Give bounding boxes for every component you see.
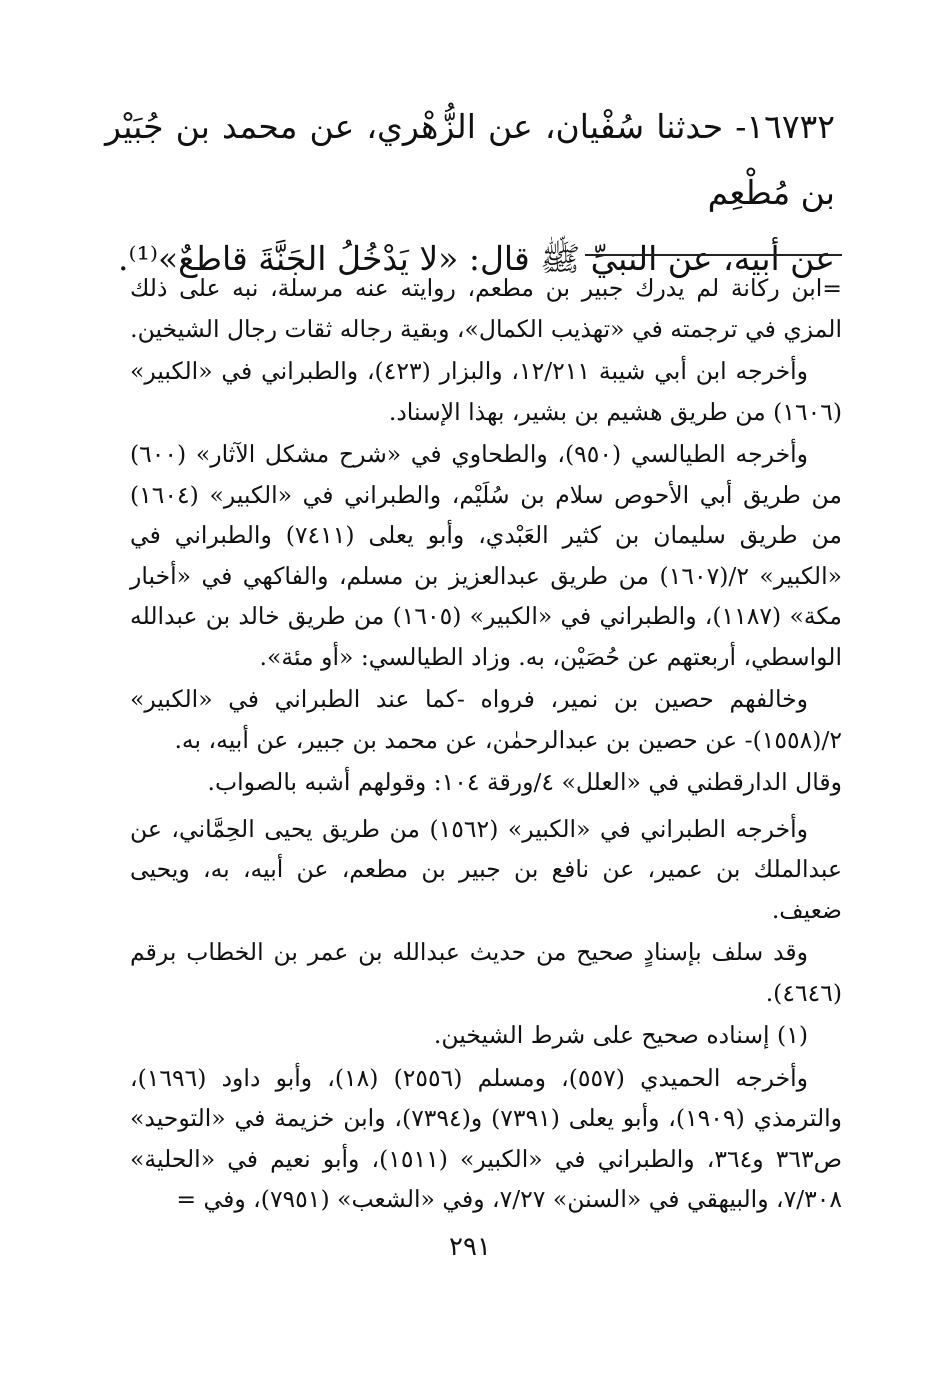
footnote-paragraph: وأخرجه ابن أبي شيبة ١٢/٢١١، والبزار (٤٢٣)، والطبراني في «الكبير» (١٦٠٦) من طريق هشيم بن بشير، بهذا الإسناد.: [130, 357, 842, 426]
hadith-line-1: ١٦٧٣٢- حدثنا سُفْيان، عن الزُّهْري، عن محمد بن جُبَيْر بن مُطْعِم: [105, 107, 835, 212]
footnote-paragraph: وخالفهم حصين بن نمير، فرواه -كما عند الطبراني في «الكبير» ٢/(١٥٥٨)- عن حصين بن عبدالرحمٰن، عن محمد بن جبير، عن أبيه، به.: [130, 685, 842, 754]
footnote-paragraph: (١) إسناده صحيح على شرط الشيخين.: [433, 1021, 808, 1049]
footnote-paragraph: وقال الدارقطني في «العلل» ٤/ورقة ١٠٤: وقولهم أشبه بالصواب.: [207, 768, 842, 796]
footnote-paragraph: وأخرجه الحميدي (٥٥٧)، ومسلم (٢٥٥٦) (١٨)، وأبو داود (١٦٩٦)، والترمذي (١٩٠٩)، وأبو يعلى (٧٣٩١) و(٧٣٩٤)، وابن خزيمة في «التوحيد» ص٣٦٣ و٣٦٤، والطبراني في «الكبير» (١٥١١)، وأبو نعيم في «الحلية» ٧/٣٠٨، والبيهقي في «السنن» ٧/٢٧، وفي «الشعب» (٧٩٥١)، وفي =: [130, 1063, 843, 1213]
footnote-paragraph: وأخرجه الطبراني في «الكبير» (١٥٦٢) من طريق يحيى الحِمَّاني، عن عبدالملك بن عمير، عن نافع بن جبير بن مطعم، عن أبيه، به، ويحيى ضعيف.: [130, 814, 842, 924]
footnote-paragraph: وأخرجه الطيالسي (٩٥٠)، والطحاوي في «شرح مشكل الآثار» (٦٠٠) من طريق أبي الأحوص سلام بن سُلَيْم، والطبراني في «الكبير» (١٦٠٤) من طريق سليمان بن كثير العَبْدي، وأبو يعلى (٧٤١١) والطبراني في «الكبير» ٢/(١٦٠٧) من طريق عبدالعزيز بن مسلم، والفاكهي في «أخبار مكة» (١١٨٧)، والطبراني في «الكبير» (١٦٠٥) من طريق خالد بن عبدالله الواسطي، أربعتهم عن حُصَيْن، به. وزاد الطيالسي: «أو مئة».: [130, 440, 843, 671]
hadith-text: [105, 94, 835, 292]
footnote-separator: [585, 254, 842, 256]
footnotes: [130, 268, 842, 1222]
footnote-paragraph: =ابن ركانة لم يدرك جبير بن مطعم، روايته عنه مرسلة، نبه على ذلك المزي في ترجمته في «تهذيب الكمال»، وبقية رجاله ثقات رجال الشيخين.: [130, 274, 842, 343]
hadith-line-2: عن أبيه، عن النبيِّ ﷺ قال: «لا يَدْخُلُ الجَنَّةَ قاطعٌ»⁽¹⁾.: [118, 239, 835, 278]
footnote-paragraph: وقد سلف بإسنادٍ صحيح من حديث عبدالله بن عمر بن الخطاب برقم (٤٦٤٦).: [130, 938, 842, 1007]
page-number: ٢٩١: [449, 1232, 491, 1262]
